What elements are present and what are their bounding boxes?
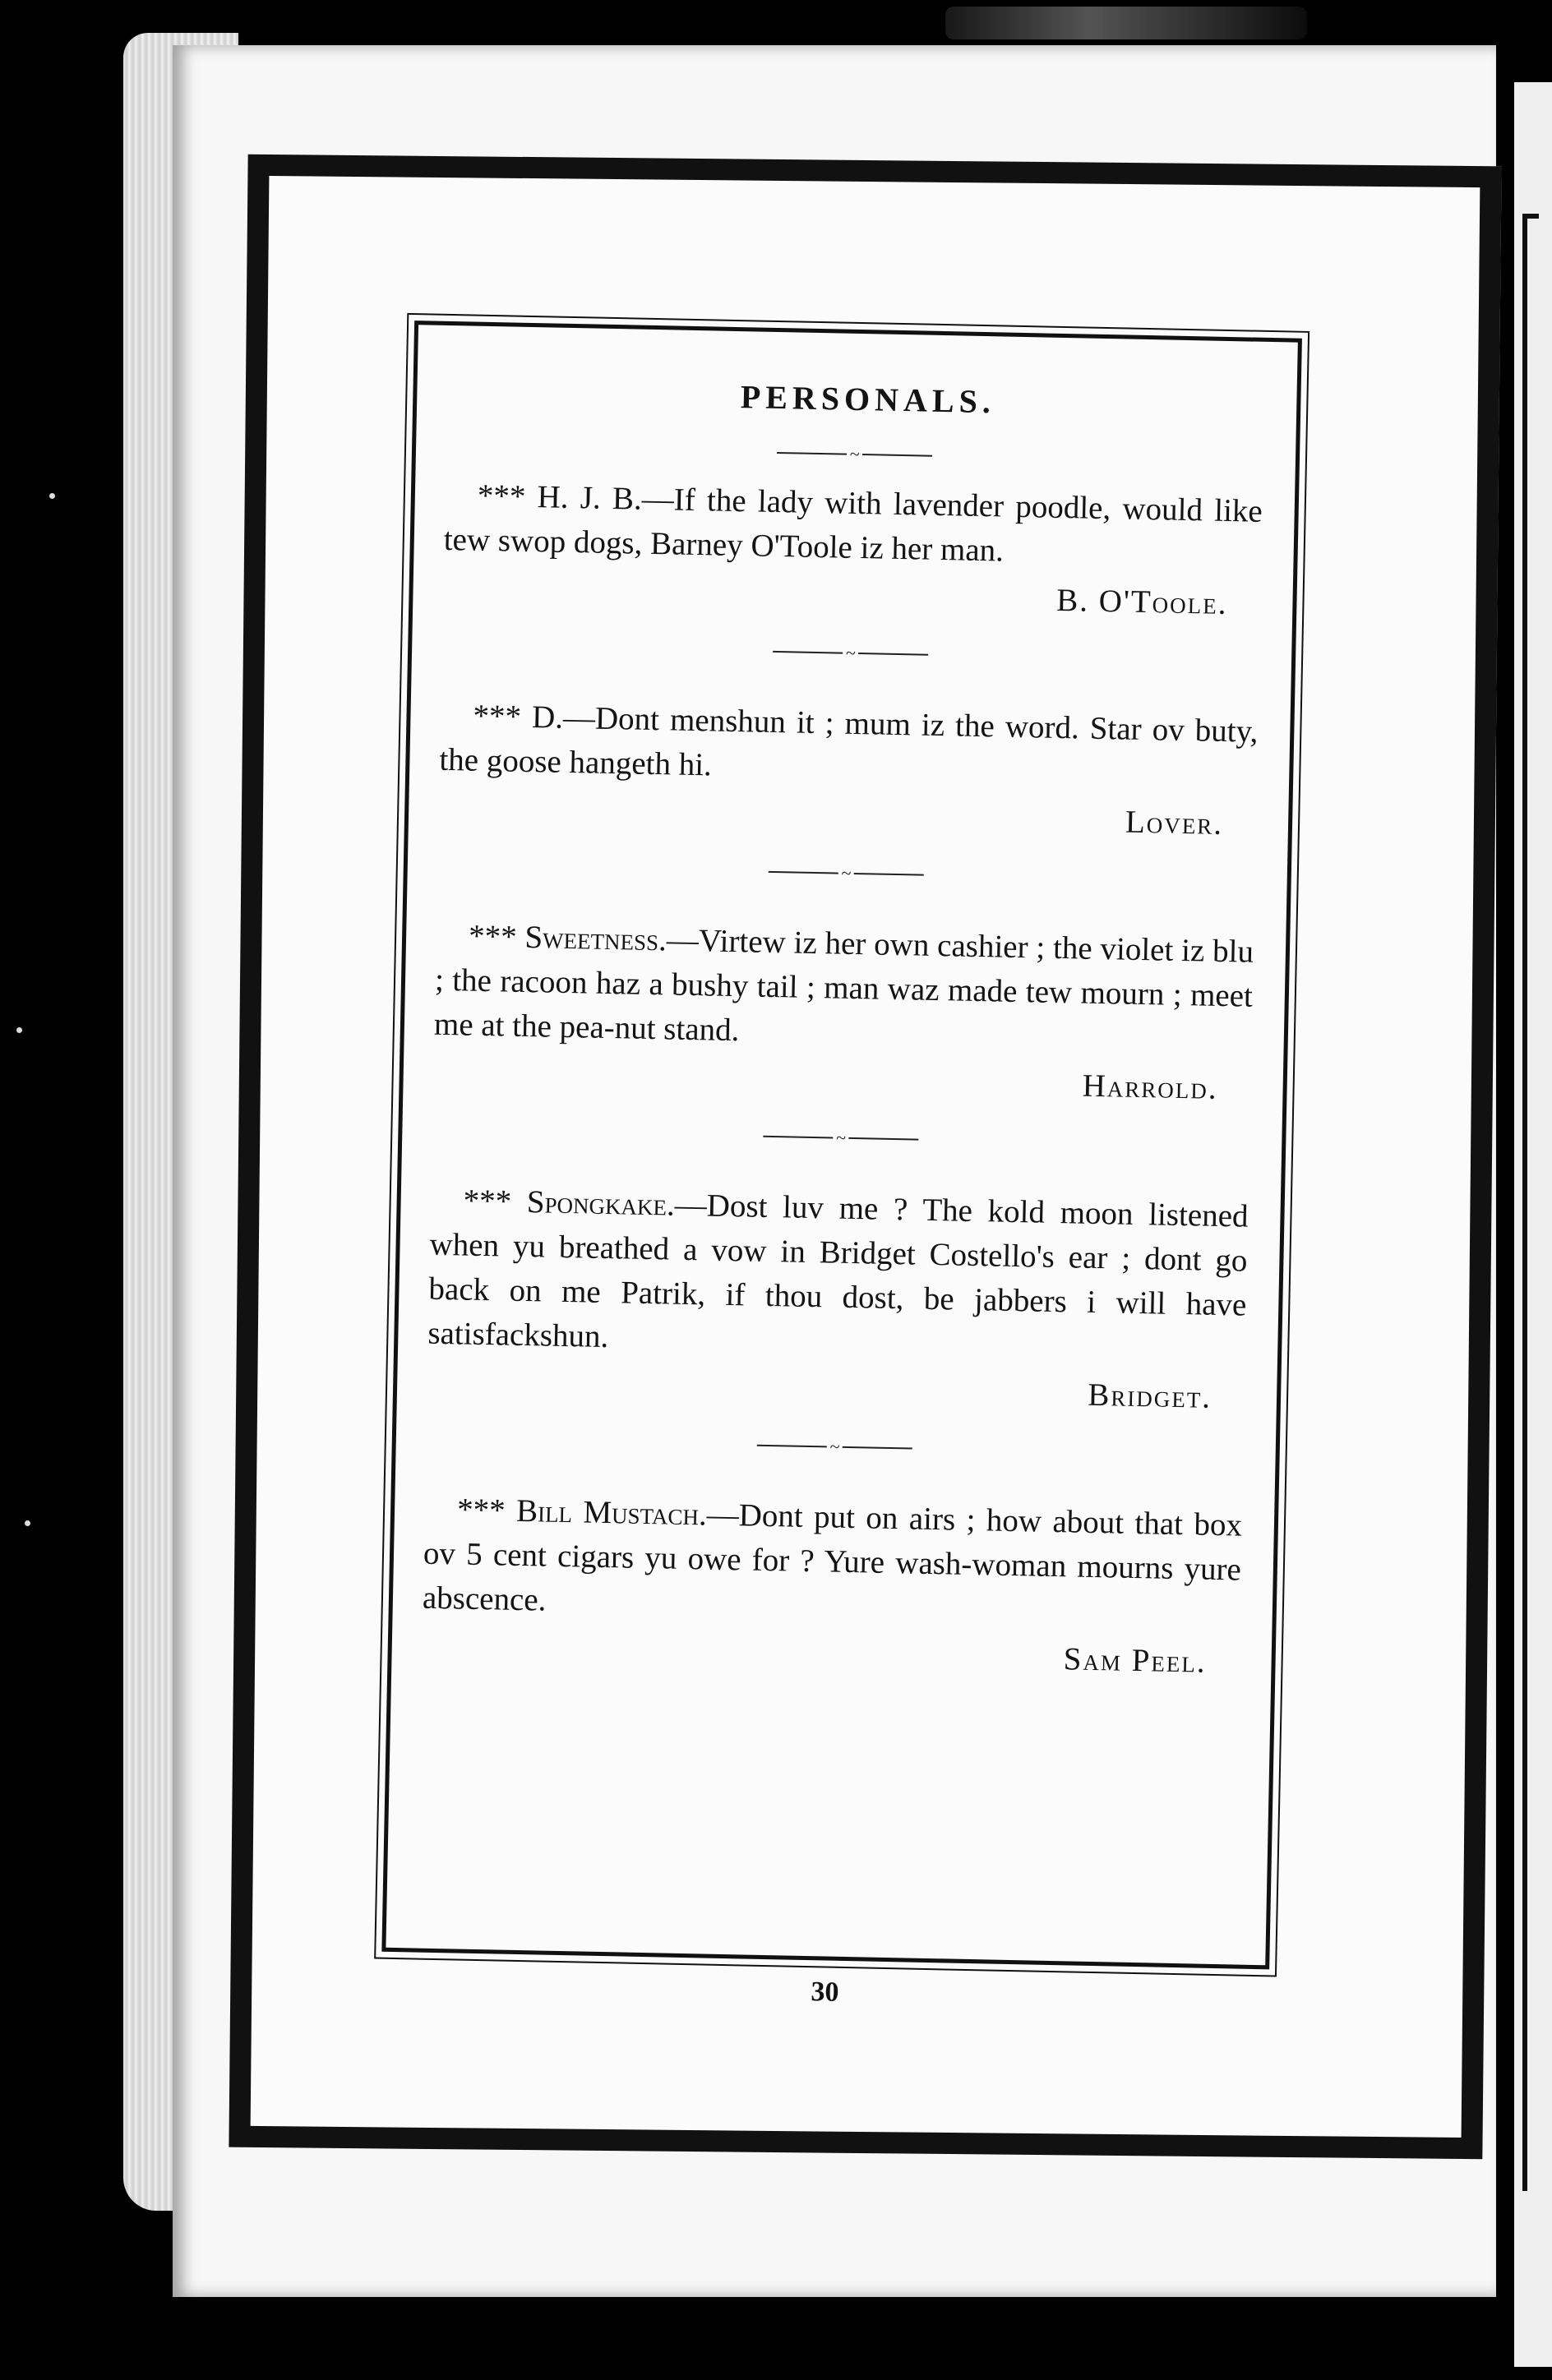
personal-entry bbox=[443, 473, 1263, 579]
entry-text: —Virtew iz her own cashier ; the violet iz blu ; the racoon haz a bushy tail ; man waz made tew mourn ; meet me at the pea-nut stand. bbox=[433, 922, 1254, 1049]
swash-ornament-icon: ~ bbox=[849, 443, 860, 464]
swash-ornament-icon: ~ bbox=[841, 862, 852, 883]
swash-ornament-icon: ~ bbox=[829, 1436, 840, 1457]
asterism-marker: *** bbox=[477, 477, 538, 515]
entry-text: —Dont put on airs ; how about that box ov 5 cent cigars yu owe for ? Yure wash-woman mourns yure abscence. bbox=[422, 1497, 1243, 1618]
dust-speck bbox=[49, 493, 55, 499]
entry-addressee: Sweetness. bbox=[524, 919, 667, 958]
mourning-border bbox=[229, 155, 1501, 2160]
entry-signature: B. O'Toole. bbox=[1055, 582, 1228, 622]
entry-addressee: Spongkake. bbox=[526, 1184, 676, 1223]
entry-addressee: H. J. B. bbox=[537, 479, 643, 517]
personal-entry bbox=[433, 914, 1254, 1063]
entry-signature: Bridget. bbox=[1087, 1377, 1212, 1415]
page-title: PERSONALS. bbox=[740, 378, 996, 421]
text-frame bbox=[381, 321, 1302, 2008]
entry-addressee: Bill Mustach. bbox=[515, 1492, 708, 1533]
entry-text: —If the lady with lavender poodle, would like tew swop dogs, Barney O'Toole iz her man. bbox=[443, 481, 1263, 569]
entry-signature: Lover. bbox=[1125, 804, 1224, 842]
page-number: 30 bbox=[811, 1976, 839, 2008]
personal-entry bbox=[422, 1488, 1242, 1637]
facing-page-edge bbox=[1514, 82, 1552, 2367]
entry-text: —Dont menshun it ; mum iz the word. Star ov buty, the goose hangeth hi. bbox=[439, 699, 1259, 783]
asterism-marker: *** bbox=[456, 1492, 517, 1529]
entry-signature: Sam Peel. bbox=[1063, 1641, 1208, 1680]
torn-page-scrap bbox=[945, 7, 1307, 39]
personal-entry bbox=[427, 1178, 1249, 1372]
personals-column bbox=[421, 367, 1265, 1690]
dust-speck bbox=[25, 1520, 30, 1526]
dust-speck bbox=[16, 1027, 22, 1033]
entry-addressee: D. bbox=[531, 699, 564, 736]
personal-entry bbox=[439, 694, 1259, 799]
swash-ornament-icon: ~ bbox=[835, 1127, 847, 1148]
entry-signature: Harrold. bbox=[1082, 1068, 1219, 1106]
asterism-marker: *** bbox=[463, 1183, 528, 1220]
swash-ornament-icon: ~ bbox=[845, 642, 856, 663]
asterism-marker: *** bbox=[468, 918, 525, 955]
entry-text: —Dost luv me ? The kold moon listened when yu breathed a vow in Bridget Costello's ear ; dont go back on me Patrik, if thou dost, be jabbers i will have satisfackshun. bbox=[427, 1187, 1249, 1355]
asterism-marker: *** bbox=[473, 698, 533, 736]
